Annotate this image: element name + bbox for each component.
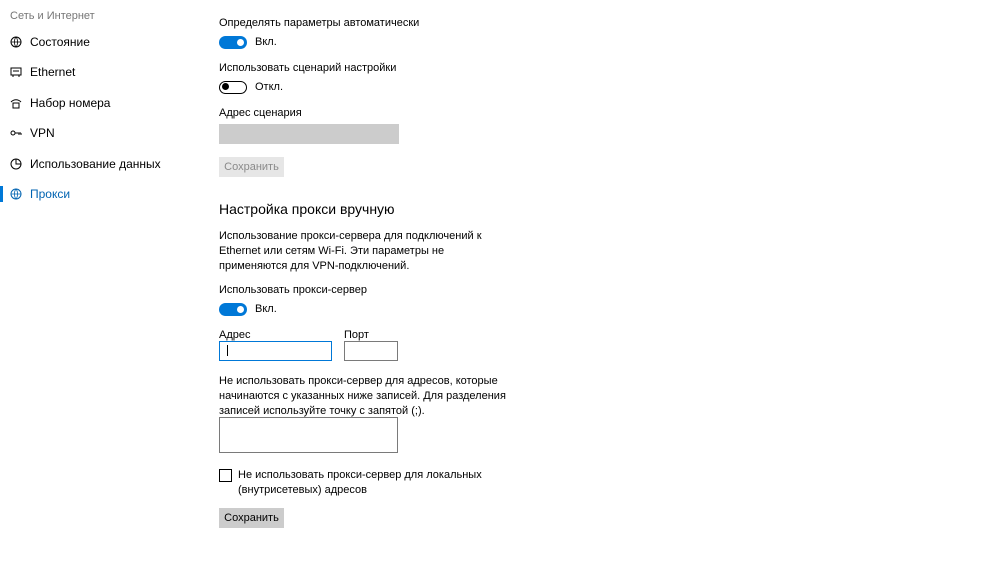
use-proxy-toggle[interactable] <box>219 303 247 316</box>
sidebar-item-status[interactable] <box>0 29 200 55</box>
local-addresses-checkbox[interactable] <box>219 469 232 482</box>
sidebar-item-label: Прокси <box>30 187 71 201</box>
use-proxy-label: Использовать прокси-сервер <box>219 284 367 296</box>
sidebar-item-vpn[interactable] <box>0 120 200 146</box>
sidebar-item-label: Использование данных <box>30 157 161 171</box>
proxy-port-input[interactable] <box>344 341 398 361</box>
use-proxy-toggle-row <box>219 302 277 316</box>
proxy-address-label: Адрес <box>219 329 251 341</box>
data-usage-icon <box>10 158 22 170</box>
setup-script-label: Использовать сценарий настройки <box>219 62 397 74</box>
auto-detect-label: Определять параметры автоматически <box>219 17 420 29</box>
sidebar-item-ethernet[interactable] <box>0 59 200 85</box>
text-caret <box>227 345 228 356</box>
setup-script-toggle-row <box>219 80 283 94</box>
sidebar <box>0 0 200 562</box>
setup-script-state: Откл. <box>255 81 284 93</box>
setup-script-toggle[interactable] <box>219 81 247 94</box>
proxy-port-label: Порт <box>344 329 369 341</box>
sidebar-item-label: Состояние <box>30 35 90 49</box>
sidebar-item-proxy[interactable] <box>0 181 200 207</box>
sidebar-header: Сеть и Интернет <box>10 10 95 22</box>
exceptions-label: Не использовать прокси-сервер для адресов, которые начинаются с указанных ниже записей. Для разделения записей используйте точку с запятой (;). <box>219 375 506 417</box>
ethernet-icon <box>10 66 22 78</box>
script-address-input <box>219 124 399 144</box>
dialup-icon <box>10 97 22 109</box>
manual-proxy-description: Использование прокси-сервера для подключений к Ethernet или сетям Wi-Fi. Эти параметры не применяются для VPN-подключений. <box>219 230 482 272</box>
proxy-address-input[interactable] <box>219 341 332 361</box>
manual-save-button[interactable]: Сохранить <box>219 508 284 528</box>
sidebar-item-data-usage[interactable] <box>0 151 200 177</box>
sidebar-item-label: Ethernet <box>30 65 76 79</box>
manual-proxy-title: Настройка прокси вручную <box>219 201 395 217</box>
auto-detect-toggle-row <box>219 35 277 49</box>
sidebar-item-label: VPN <box>30 126 55 140</box>
sidebar-item-dialup[interactable] <box>0 90 200 116</box>
auto-detect-state: Вкл. <box>255 36 277 48</box>
script-save-button: Сохранить <box>219 157 284 177</box>
vpn-icon <box>10 127 22 139</box>
auto-detect-toggle[interactable] <box>219 36 247 49</box>
sidebar-item-label: Набор номера <box>30 96 111 110</box>
globe-status-icon <box>10 36 22 48</box>
globe-icon <box>10 188 22 200</box>
use-proxy-state: Вкл. <box>255 303 277 315</box>
exceptions-textarea[interactable] <box>219 417 398 453</box>
script-address-label: Адрес сценария <box>219 107 302 119</box>
main-content <box>219 0 1000 562</box>
local-addresses-label: Не использовать прокси-сервер для локальных (внутрисетевых) адресов <box>238 469 482 496</box>
